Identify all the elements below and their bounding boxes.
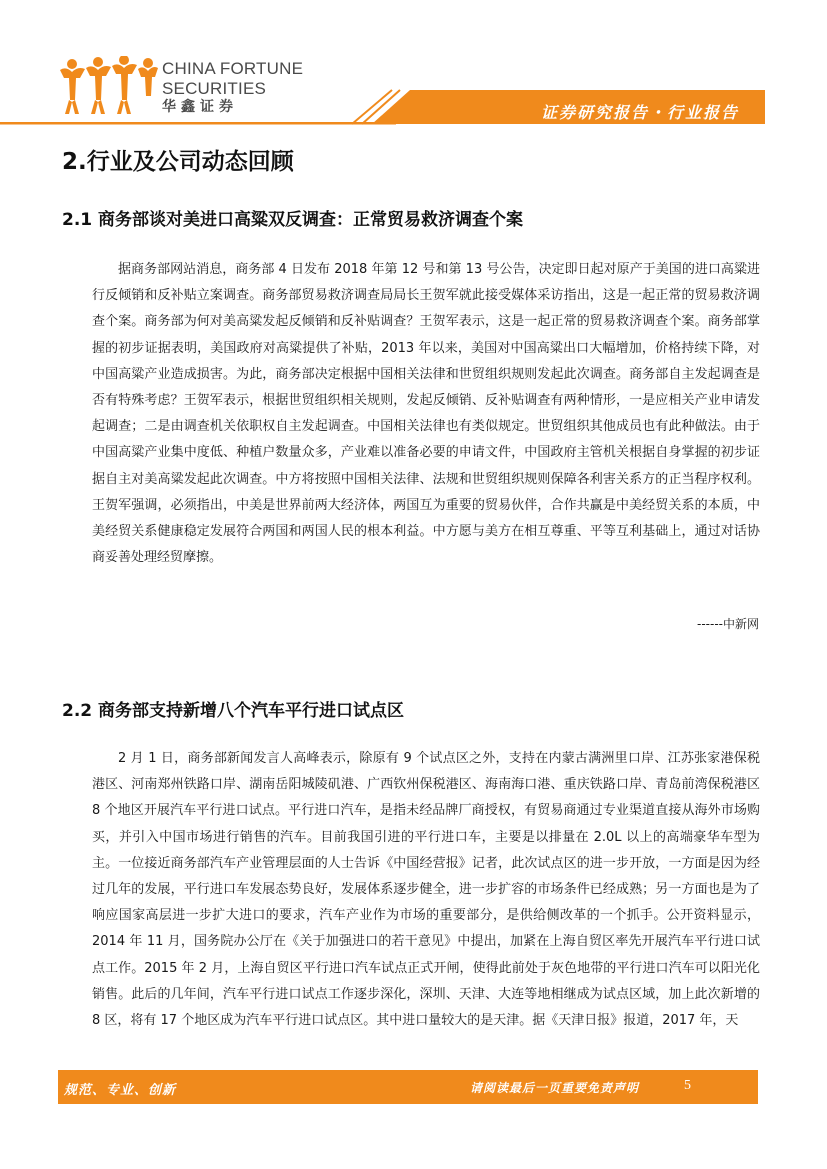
section-title: 2.行业及公司动态回顾 <box>62 149 294 175</box>
subsection-body-2-2: 2 月 1 日，商务部新闻发言人高峰表示，除原有 9 个试点区之外，支持在内蒙古满洲里口岸、江苏张家港保税港区、河南郑州铁路口岸、湖南岳阳城陵矶港、广西钦州保税港区、海南海口港、重庆铁路口岸、青岛前湾保税港区 8 个地区开展汽车平行进口试点。平行进口汽车，是指未经品牌厂商授权，有贸易商通过专业渠道直接从海外市场购买，并引入中国市场进行销售的汽车。目前我国引进的平行进口车，主要是以排量在 2.0L 以上的高端豪华车型为主。一位接近商务部汽车产业管理层面的人士告诉《中国经营报》记者，此次试点区的进一步开放，一方面是因为经过几年的发展，平行进口车发展态势良好，发展体系逐步健全，进一步扩容的市场条件已经成熟；另一方面也是为了响应国家高层进一步扩大进口的要求，汽车产业作为市场的重要部分，是供给侧改革的一个抓手。公开资料显示，2014 年 11 月，国务院办公厅在《关于加强进口的若干意见》中提出，加紧在上海自贸区率先开展汽车平行进口试点工作。2015 年 2 月，上海自贸区平行进口汽车试点正式开闸，使得此前处于灰色地带的平行进口汽车可以阳光化销售。此后的几年间，汽车平行进口试点工作逐步深化，深圳、天津、大连等地相继成为试点区域，加上此次新增的 8 区，将有 17 个地区成为汽车平行进口试点区。其中进口量较大的是天津。据《天津日报》报道，2017 年，天 <box>92 751 760 1029</box>
subsection-title-2-1: 2.1 商务部谈对美进口高粱双反调查：正常贸易救济调查个案 <box>62 210 524 230</box>
footer-slogan: 规范、专业、创新 <box>64 1083 177 1098</box>
report-type-title: 证券研究报告・行业报告 <box>540 103 739 122</box>
page-footer <box>58 1070 758 1104</box>
brand-name-en: CHINA FORTUNE <box>162 59 304 78</box>
subsection-body-2-1: 据商务部网站消息，商务部 4 日发布 2018 年第 12 号和第 13 号公告，决定即日起对原产于美国的进口高粱进行反倾销和反补贴立案调查。商务部贸易救济调查局局长王贺军就此接受媒体采访指出，这是一起正常的贸易救济调查个案。商务部为何对美高粱发起反倾销和反补贴调查？王贺军表示，这是一起正常的贸易救济调查个案。商务部掌握的初步证据表明，美国政府对高粱提供了补贴，2013 年以来，美国对中国高粱出口大幅增加，价格持续下降，对中国高粱产业造成损害。为此，商务部决定根据中国相关法律和世贸组织规则发起此次调查。商务部自主发起调查是否有特殊考虑？王贺军表示，根据世贸组织相关规则，发起反倾销、反补贴调查有两种情形，一是应相关产业申请发起调查；二是由调查机关依职权自主发起调查。中国相关法律也有类似规定。世贸组织其他成员也有此种做法。由于中国高粱产业集中度低、种植户数量众多，产业难以准备必要的申请文件，中国政府主管机关根据自身掌握的初步证据自主对美高粱发起此次调查。中方将按照中国相关法律、法规和世贸组织规则保障各利害关系方的正当程序权利。王贺军强调，必须指出，中美是世界前两大经济体，两国互为重要的贸易伙伴，合作共赢是中美经贸关系的本质，中美经贸关系健康稳定发展符合两国和两国人民的根本利益。中方愿与美方在相互尊重、平等互利基础上，通过对话协商妥善处理经贸摩擦。 <box>92 262 760 566</box>
brand-name-en-line2: SECURITIES <box>162 79 267 98</box>
subsection-title-2-2: 2.2 商务部支持新增八个汽车平行进口试点区 <box>62 701 405 721</box>
brand-name-cn: 华鑫证券 <box>162 99 238 115</box>
page-header <box>0 0 827 135</box>
source-attribution: ------中新网 <box>697 617 759 631</box>
page-number: 5 <box>684 1078 691 1093</box>
footer-disclaimer-note: 请阅读最后一页重要免责声明 <box>470 1081 640 1095</box>
